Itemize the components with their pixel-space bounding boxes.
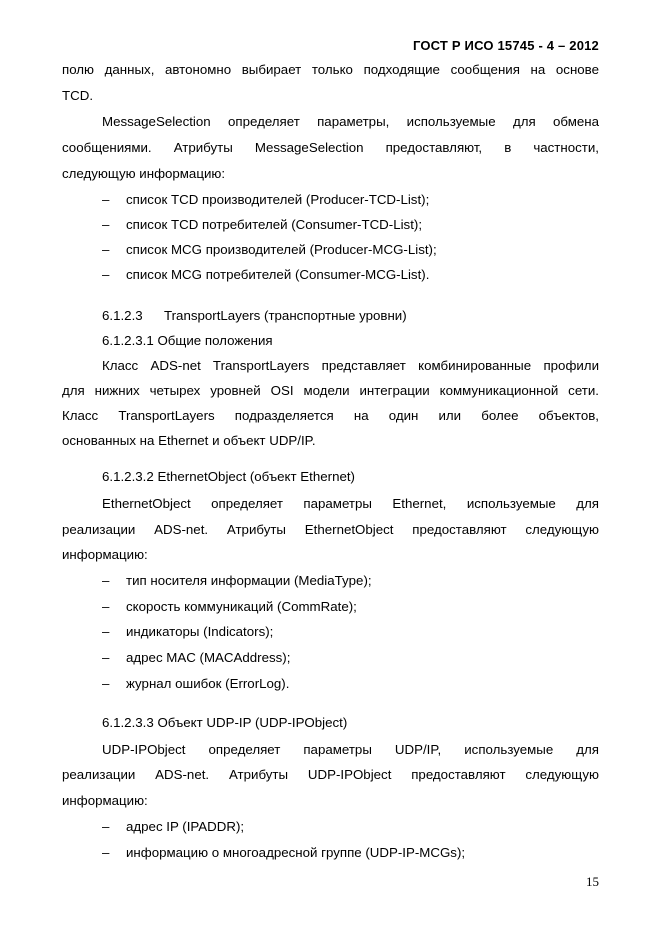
list-item (102, 650, 290, 666)
section-heading: 6.1.2.3.1 Общие положения (102, 333, 273, 348)
section-number: 6.1.2.3 (102, 308, 143, 323)
list-item-text: список TCD потребителей (Consumer-TCD-List); (126, 217, 423, 232)
dash-marker: – (102, 192, 110, 207)
document-header: ГОСТ Р ИСО 15745 - 4 – 2012 (412, 38, 599, 53)
list-item-text: информацию о многоадресной группе (UDP-IP-MCGs); (126, 845, 466, 860)
list-item (102, 573, 372, 589)
dash-marker: – (102, 624, 110, 639)
list-item-text: список MCG потребителей (Consumer-MCG-List). (126, 267, 430, 282)
list-item-text: адрес IP (IPADDR); (126, 819, 245, 834)
paragraph-line: Класс TransportLayers подразделяется на один или более объектов, (62, 408, 599, 423)
dash-marker: – (102, 267, 110, 282)
list-item (102, 192, 429, 208)
paragraph-line: следующую информацию: (62, 166, 226, 181)
paragraph-line: полю данных, автономно выбирает только подходящие сообщения на основе (62, 62, 599, 77)
list-item-text: тип носителя информации (MediaType); (126, 573, 372, 588)
paragraph-line: информацию: (62, 547, 148, 562)
page-number: 15 (586, 874, 599, 889)
paragraph-line: для нижних четырех уровней OSI модели интеграции коммуникационной сети. (62, 383, 599, 398)
paragraph-line: Класс ADS-net TransportLayers представляет комбинированные профили (102, 358, 599, 373)
paragraph-line: реализации ADS-net. Атрибуты UDP-IPObject предоставляют следующую (62, 767, 599, 782)
paragraph-line: EthernetObject определяет параметры Ethernet, используемые для (102, 496, 599, 511)
paragraph-line: UDP-IPObject определяет параметры UDP/IP, используемые для (102, 742, 599, 757)
list-item (102, 242, 437, 258)
list-item-text: адрес MAC (MACAddress); (126, 650, 291, 665)
list-item (102, 819, 244, 835)
paragraph-line: TCD. (62, 88, 94, 103)
list-item-text: журнал ошибок (ErrorLog). (126, 676, 290, 691)
list-item (102, 267, 429, 283)
section-heading: 6.1.2.3.2 EthernetObject (объект Ethernet) (102, 469, 355, 484)
list-item-text: список MCG производителей (Producer-MCG-List); (126, 242, 437, 257)
list-item-text: скорость коммуникаций (CommRate); (126, 599, 357, 614)
dash-marker: – (102, 650, 110, 665)
list-item (102, 676, 289, 692)
list-item (102, 624, 273, 640)
paragraph-line: реализации ADS-net. Атрибуты EthernetObject предоставляют следующую (62, 522, 599, 537)
dash-marker: – (102, 819, 110, 834)
paragraph-line: информацию: (62, 793, 148, 808)
section-heading: 6.1.2.3.3 Объект UDP-IP (UDP-IPObject) (102, 715, 348, 730)
paragraph-line: MessageSelection определяет параметры, используемые для обмена (102, 114, 599, 129)
dash-marker: – (102, 599, 110, 614)
dash-marker: – (102, 242, 110, 257)
section-heading (102, 308, 599, 324)
list-item (102, 845, 465, 861)
list-item (102, 217, 422, 233)
paragraph-line: сообщениями. Атрибуты MessageSelection предоставляют, в частности, (62, 140, 599, 155)
dash-marker: – (102, 573, 110, 588)
section-title: TransportLayers (транспортные уровни) (164, 308, 407, 323)
dash-marker: – (102, 676, 110, 691)
dash-marker: – (102, 845, 110, 860)
list-item-text: индикаторы (Indicators); (126, 624, 274, 639)
dash-marker: – (102, 217, 110, 232)
list-item (102, 599, 357, 615)
paragraph-line: основанных на Ethernet и объект UDP/IP. (62, 433, 316, 448)
list-item-text: список TCD производителей (Producer-TCD-List); (126, 192, 430, 207)
